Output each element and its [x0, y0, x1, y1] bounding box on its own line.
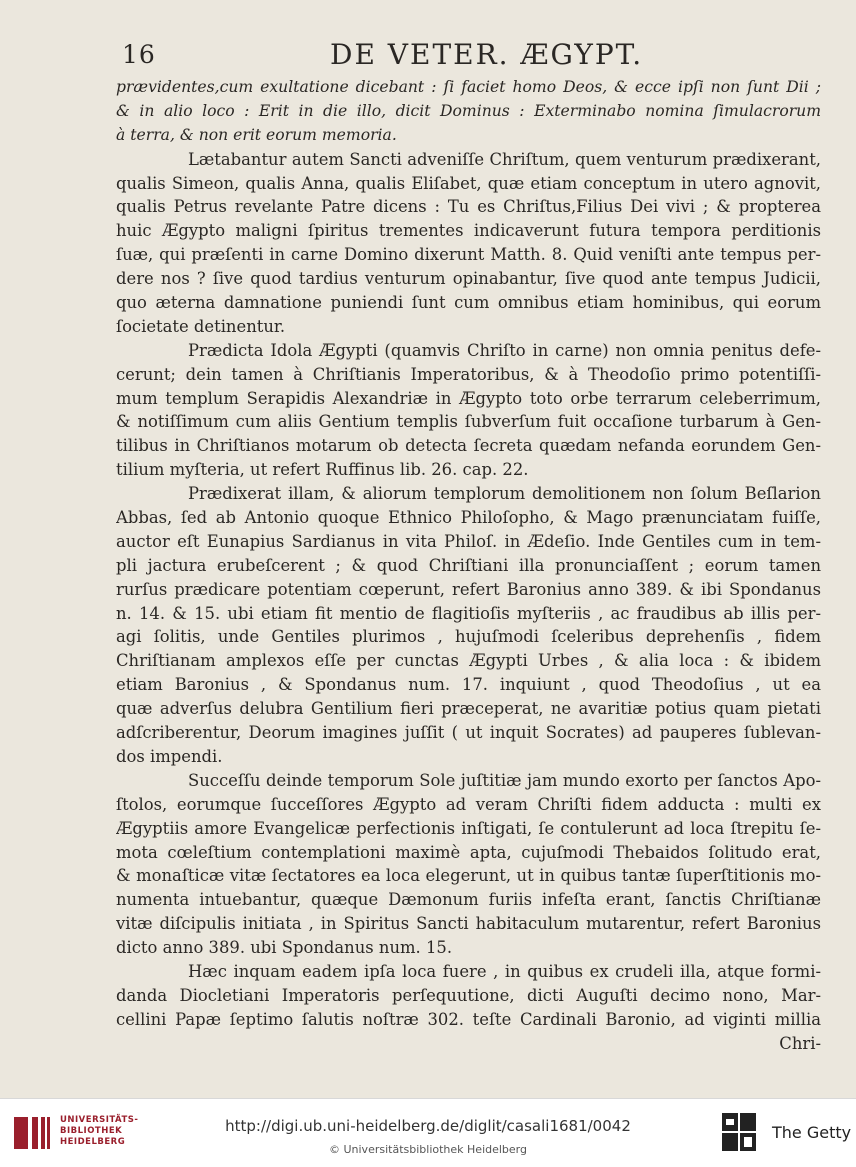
partner-name: The Getty: [772, 1123, 852, 1142]
text-line: & notiſſimum cum aliis Gentium templis ſubverſum fuit occaſione turbarum à Gen-: [116, 412, 821, 432]
text-line: vitæ diſcipulis initiata , in Spiritus Sancti habitaculum mutarentur, refert Baronius: [116, 914, 821, 934]
running-title: DE VETER. ÆGYPT.: [330, 38, 644, 71]
viewer-footer: [0, 1098, 856, 1167]
text-line: numenta intuebantur, quæque Dæmonum furiis infeſta erant, ſanctis Chriſtianæ: [116, 890, 821, 910]
text-line: danda Diocletiani Imperatoris perſequutione, dicti Auguſti decimo nono, Mar-: [116, 985, 821, 1005]
text-line: cellini Papæ ſeptimo ſalutis noſtræ 302. teſte Cardinali Baronio, ad viginti millia: [116, 1009, 821, 1029]
body-text: [116, 76, 821, 1056]
text-line: prævidentes,cum exultatione dicebant : ſi faciet homo Deos, & ecce ipſi non ſunt Dii ;: [116, 78, 821, 96]
text-line: pli jactura erubeſcerent ; & quod Chriſtiani illa pronunciaſſent ; eorum tamen: [116, 555, 821, 575]
page-header: [0, 38, 856, 72]
text-line: Prædixerat illam, & aliorum templorum demolitionem non ſolum Beſlarion: [188, 484, 821, 504]
text-line: adſcriberentur, Deorum imagines juſſit ( ut inquit Socrates) ad pauperes ſublevan-: [116, 723, 821, 743]
text-line: mum templum Serapidis Alexandriæ in Ægypto toto orbe terrarum celeberrimum,: [116, 388, 821, 408]
text-line: & monaſticæ vitæ ſectatores ea loca elegerunt, ut in quibus tantæ ſuperſtitionis mo-: [116, 866, 821, 886]
catchword: Chri-: [779, 1033, 821, 1053]
text-line: ſuæ, qui præſenti in carne Domino dixerunt Matth. 8. Quid veniſti ante tempus per-: [116, 245, 821, 265]
text-line: cerunt; dein tamen à Chriſtianis Imperatoribus, & à Theodoſio primo potentiſſi-: [116, 364, 821, 384]
text-line: quo æterna damnatione puniendi ſunt cum omnibus etiam hominibus, qui eorum: [116, 293, 821, 313]
text-line: Succeſſu deinde temporum Sole juſtitiæ jam mundo exorto per ſanctos Apo-: [188, 770, 821, 790]
text-line: etiam Baronius , & Spondanus num. 17. inquiunt , quod Theodoſius , ut ea: [116, 675, 821, 695]
text-line: n. 14. & 15. ubi etiam fit mentio de flagitioſis myſteriis , ac fraudibus ab illis per-: [116, 603, 821, 623]
permalink-url[interactable]: http://digi.ub.uni-heidelberg.de/diglit/casali1681/0042: [225, 1117, 631, 1135]
text-line: Chriſtianam amplexos eſſe per cunctas Ægypti Urbes , & alia loca : & ibidem: [116, 651, 821, 671]
text-line: ſtolos, eorumque ſucceſſores Ægypto ad veram Chriſti fidem adducta : multi ex: [116, 794, 821, 814]
text-line: quæ adverſus delubra Gentilium fieri præceperat, ne avaritiæ potius quam pietati: [116, 699, 821, 719]
library-name: UNIVERSITÄTS- BIBLIOTHEK HEIDELBERG: [60, 1115, 139, 1147]
text-line: tilium myſteria, ut refert Ruffinus lib. 26. cap. 22.: [116, 460, 529, 480]
text-line: tilibus in Chriſtianos motarum ob detecta ſecreta quædam nefanda eorundem Gen-: [116, 436, 821, 456]
text-line: dere nos ? ſive quod tardius venturum opinabantur, ſive quod ante tempus Judicii,: [116, 269, 821, 289]
text-line: & in alio loco : Erit in die illo, dicit Dominus : Exterminabo nomina ſimulacrorum: [116, 101, 821, 120]
copyright-notice: © Universitätsbibliothek Heidelberg: [328, 1143, 527, 1156]
text-line: ſocietate detinentur.: [116, 316, 286, 336]
text-line: auctor eſt Eunapius Sardianus in vita Philoſ. in Ædeſio. Inde Gentiles cum in tem-: [116, 531, 821, 551]
text-line: qualis Simeon, qualis Anna, qualis Eliſabet, quæ etiam conceptum in utero agnovit,: [116, 173, 821, 193]
text-line: huic Ægypto maligni ſpiritus trementes indicaverunt futura tempora perditionis: [116, 221, 821, 241]
text-line: Lætabantur autem Sancti adveniſſe Chriſtum, quem venturum prædixerant,: [188, 149, 821, 169]
text-line: dos impendi.: [116, 746, 223, 766]
text-line: Hæc inquam eadem ipſa loca fuere , in quibus ex crudeli illa, atque formi-: [188, 961, 821, 981]
text-line: Ægyptiis amore Evangelicæ perfectionis inſtigati, ſe contulerunt ad loca ſtrepitu ſe-: [116, 818, 821, 838]
text-line: Prædicta Idola Ægypti (quamvis Chriſto in carne) non omnia penitus defe-: [188, 340, 821, 360]
text-line: agi ſolitis, unde Gentiles plurimos , hujuſmodi ſceleribus deprehenſis , fidem: [116, 627, 821, 647]
text-line: mota cœleſtium contemplationi maximè apta, cujuſmodi Thebaidos ſolitudo erat,: [116, 842, 821, 862]
getty-logo-icon: [720, 1111, 758, 1153]
text-line: qualis Petrus revelante Patre dicens : Tu es Chriſtus,Filius Dei vivi ; & propterea: [116, 197, 821, 217]
text-line: rurſus prædicare potentiam cœperunt, refert Baronius anno 389. & ibi Spondanus: [116, 579, 821, 599]
text-line: dicto anno 389. ubi Spondanus num. 15.: [116, 938, 453, 958]
text-line: Abbas, ſed ab Antonio quoque Ethnico Philoſopho, & Mago prænunciatam fuiſſe,: [116, 508, 821, 528]
text-line: à terra, & non erit eorum memoria.: [116, 125, 397, 144]
page-number: 16: [122, 40, 156, 69]
